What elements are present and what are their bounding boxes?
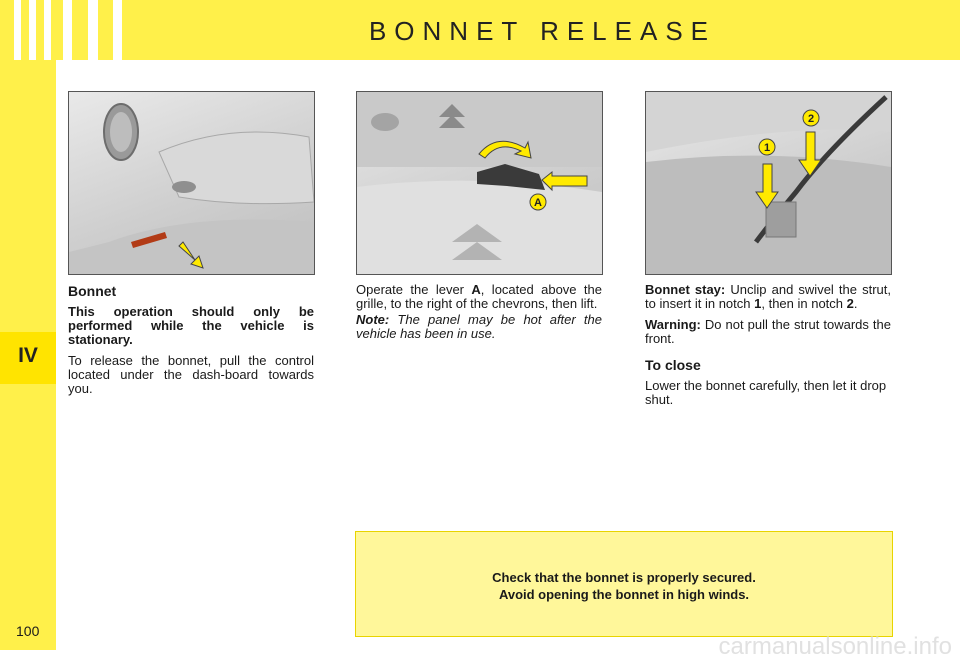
release-instructions: To release the bonnet, pull the control located under the dash-board towards you.	[68, 353, 314, 396]
lever-instructions	[356, 283, 602, 311]
stay-instructions	[645, 283, 891, 311]
column-bonnet	[68, 284, 314, 403]
bonnet-stay-illustration	[646, 92, 891, 274]
dashboard-illustration	[69, 92, 314, 274]
figure-lever-a	[356, 91, 603, 275]
stay-text-pre: Unclip and swivel the strut, to insert it in notch	[645, 282, 892, 311]
header-stripe	[44, 0, 51, 60]
strut-warning	[645, 318, 891, 346]
callout-1	[759, 139, 775, 155]
watermark: carmanualsonline.info	[718, 633, 952, 660]
header-stripe	[29, 0, 36, 60]
section-label: IV	[18, 344, 38, 367]
callout-1-label: 1	[763, 142, 771, 154]
lever-text-post: , located above the grille, to the right of the chevrons, then lift.	[356, 282, 602, 311]
warning-text: Do not pull the strut towards the front.	[645, 317, 891, 346]
column-lever	[356, 283, 602, 348]
bonnet-heading: Bonnet	[68, 283, 117, 299]
header-stripe	[113, 0, 122, 60]
callout-2-label: 2	[807, 113, 815, 125]
lever-ref: A	[471, 282, 481, 297]
figure-dashboard-release	[68, 91, 315, 275]
warning-label: Warning:	[645, 317, 701, 332]
callout-a-label: A	[534, 197, 542, 209]
header-stripe	[14, 0, 21, 60]
close-heading: To close	[645, 357, 701, 373]
stay-ref-2: 2	[846, 296, 854, 311]
stay-ref-1: 1	[754, 296, 762, 311]
callout-a	[530, 194, 546, 210]
column-stay	[645, 283, 891, 414]
stationary-warning: This operation should only be performed while the vehicle is stationary.	[68, 304, 314, 347]
safety-warning-box	[355, 531, 893, 637]
header-stripe	[88, 0, 98, 60]
figure-bonnet-stay	[645, 91, 892, 275]
callout-2	[803, 110, 819, 126]
page-number: 100	[16, 623, 40, 639]
warning-line-1: Check that the bonnet is properly secured.	[492, 570, 756, 585]
header-stripe	[63, 0, 72, 60]
engine-bay-illustration	[357, 92, 602, 274]
note-label: Note:	[356, 312, 390, 327]
note-text: The panel may be hot after the vehicle has been in use.	[356, 312, 602, 341]
stay-text-mid: , then in notch	[761, 296, 847, 311]
lever-text-pre: Operate the lever	[356, 282, 472, 297]
close-instructions: Lower the bonnet carefully, then let it drop shut.	[645, 378, 887, 407]
stay-text-end: .	[853, 296, 858, 311]
page-title: BONNET RELEASE	[368, 16, 717, 46]
warning-line-2: Avoid opening the bonnet in high winds.	[498, 587, 750, 602]
stay-label: Bonnet stay:	[645, 282, 726, 297]
header-band	[0, 0, 960, 60]
hot-panel-note	[356, 313, 602, 341]
